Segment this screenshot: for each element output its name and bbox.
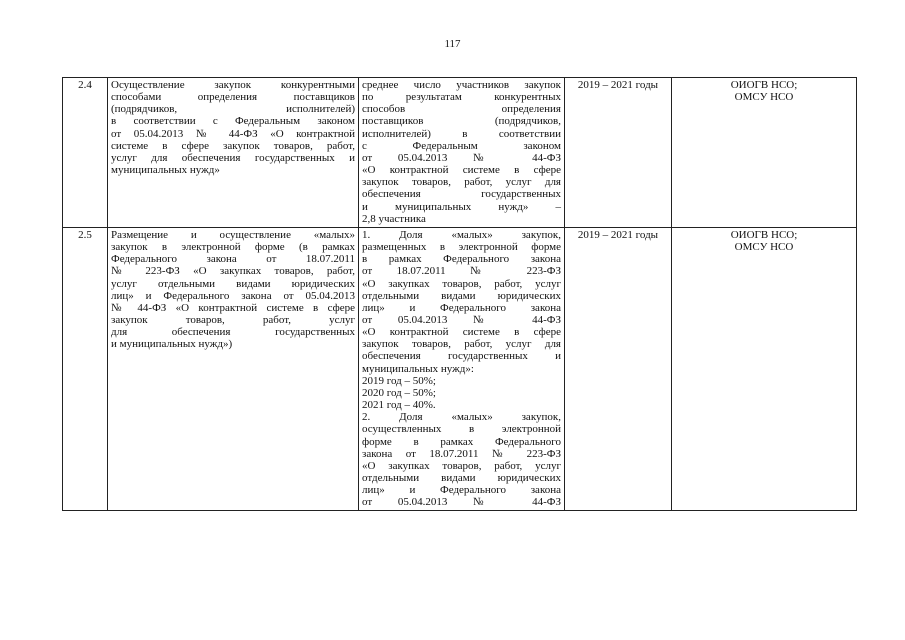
- indicator-line: 2,8 участника: [362, 212, 426, 225]
- period-cell: 2019 – 2021 годы: [565, 78, 672, 228]
- event-line: системе в сфере закупок товаров, работ,: [111, 139, 355, 152]
- indicator-line: по результатам конкурентных: [362, 91, 561, 104]
- event-line: и муниципальных нужд»): [111, 338, 233, 351]
- responsible-cell: [672, 78, 857, 228]
- indicator-line: обеспечения государственных: [362, 188, 561, 201]
- indicator-line: «О закупках товаров, работ, услуг: [362, 459, 561, 472]
- indicator-line: в рамках Федерального закона: [362, 253, 561, 266]
- indicator-line: 1. Доля «малых» закупок,: [362, 228, 561, 241]
- event-cell: [108, 78, 359, 228]
- event-line: (подрядчиков, исполнителей): [111, 103, 355, 116]
- indicator-line: среднее число участников закупок: [362, 79, 561, 91]
- indicator-line: форме в рамках Федерального: [362, 435, 561, 448]
- indicator-line: поставщиков (подрядчиков,: [362, 115, 561, 128]
- event-line: Федерального закона от 18.07.2011: [111, 253, 355, 266]
- indicator-line: «О закупках товаров, работ, услуг: [362, 277, 561, 290]
- measures-table: [62, 77, 857, 511]
- table-row: [63, 78, 857, 228]
- indicator-line: 2. Доля «малых» закупок,: [362, 411, 561, 424]
- responsible-line: ОИОГВ НСО;: [730, 79, 798, 91]
- indicator-line: муниципальных нужд»:: [362, 362, 474, 375]
- indicator-line: отдельными видами юридических: [362, 472, 561, 484]
- event-line: лиц» и Федерального закона от 05.04.2013: [111, 289, 355, 302]
- event-line: Осуществление закупок конкурентными: [111, 79, 355, 91]
- event-line: в соответствии с Федеральным законом: [111, 115, 355, 128]
- indicator-cell: [359, 78, 565, 228]
- indicator-line: 2019 год – 50%;: [362, 374, 436, 387]
- responsible-cell: [672, 227, 857, 511]
- indicator-line: от 05.04.2013 № 44-ФЗ: [362, 151, 561, 164]
- event-line: № 44-ФЗ «О контрактной системе в сфере: [111, 301, 355, 314]
- event-line: для обеспечения государственных: [111, 326, 355, 339]
- event-line: Размещение и осуществление «малых»: [111, 228, 355, 241]
- indicator-line: от 18.07.2011 № 223-ФЗ: [362, 265, 561, 278]
- indicator-line: закупок товаров, работ, услуг для: [362, 176, 561, 189]
- indicator-line: с Федеральным законом: [362, 139, 561, 152]
- period-cell: 2019 – 2021 годы: [565, 227, 672, 511]
- event-line: услуг для обеспечения государственных и: [111, 151, 355, 164]
- event-line: от 05.04.2013 № 44-ФЗ «О контрактной: [111, 127, 355, 140]
- page-number: 117: [444, 38, 461, 50]
- indicator-line: размещенных в электронной форме: [362, 241, 561, 254]
- event-line: муниципальных нужд»: [111, 164, 220, 177]
- indicator-line: и муниципальных нужд» –: [362, 200, 561, 213]
- indicator-line: обеспечения государственных и: [362, 350, 561, 363]
- indicator-line: способов определения: [362, 103, 561, 116]
- responsible-line: ОМСУ НСО: [734, 241, 794, 254]
- event-line: № 223-ФЗ «О закупках товаров, работ,: [111, 265, 355, 278]
- row-number: 2.5: [63, 227, 108, 511]
- indicator-cell: [359, 227, 565, 511]
- table-row: [63, 227, 857, 511]
- indicator-line: лиц» и Федерального закона: [362, 301, 561, 314]
- indicator-line: «О контрактной системе в сфере: [362, 326, 561, 339]
- indicator-line: осуществленных в электронной: [362, 423, 561, 436]
- indicator-line: закона от 18.07.2011 № 223-ФЗ: [362, 447, 561, 460]
- indicator-line: 2020 год – 50%;: [362, 386, 436, 399]
- indicator-line: от 05.04.2013 № 44-ФЗ: [362, 496, 561, 509]
- indicator-line: исполнителей) в соответствии: [362, 127, 561, 140]
- event-line: услуг отдельными видами юридических: [111, 277, 355, 290]
- indicator-line: отдельными видами юридических: [362, 289, 561, 302]
- row-number: 2.4: [63, 78, 108, 228]
- event-line: закупок товаров, работ, услуг: [111, 313, 355, 326]
- indicator-line: от 05.04.2013 № 44-ФЗ: [362, 313, 561, 326]
- responsible-line: ОИОГВ НСО;: [730, 228, 798, 241]
- event-line: закупок в электронной форме (в рамках: [111, 241, 355, 254]
- responsible-line: ОМСУ НСО: [734, 91, 794, 104]
- indicator-line: 2021 год – 40%.: [362, 399, 436, 412]
- indicator-line: закупок товаров, работ, услуг для: [362, 338, 561, 351]
- event-cell: [108, 227, 359, 511]
- event-line: способами определения поставщиков: [111, 91, 355, 104]
- indicator-line: лиц» и Федерального закона: [362, 484, 561, 497]
- indicator-line: «О контрактной системе в сфере: [362, 164, 561, 177]
